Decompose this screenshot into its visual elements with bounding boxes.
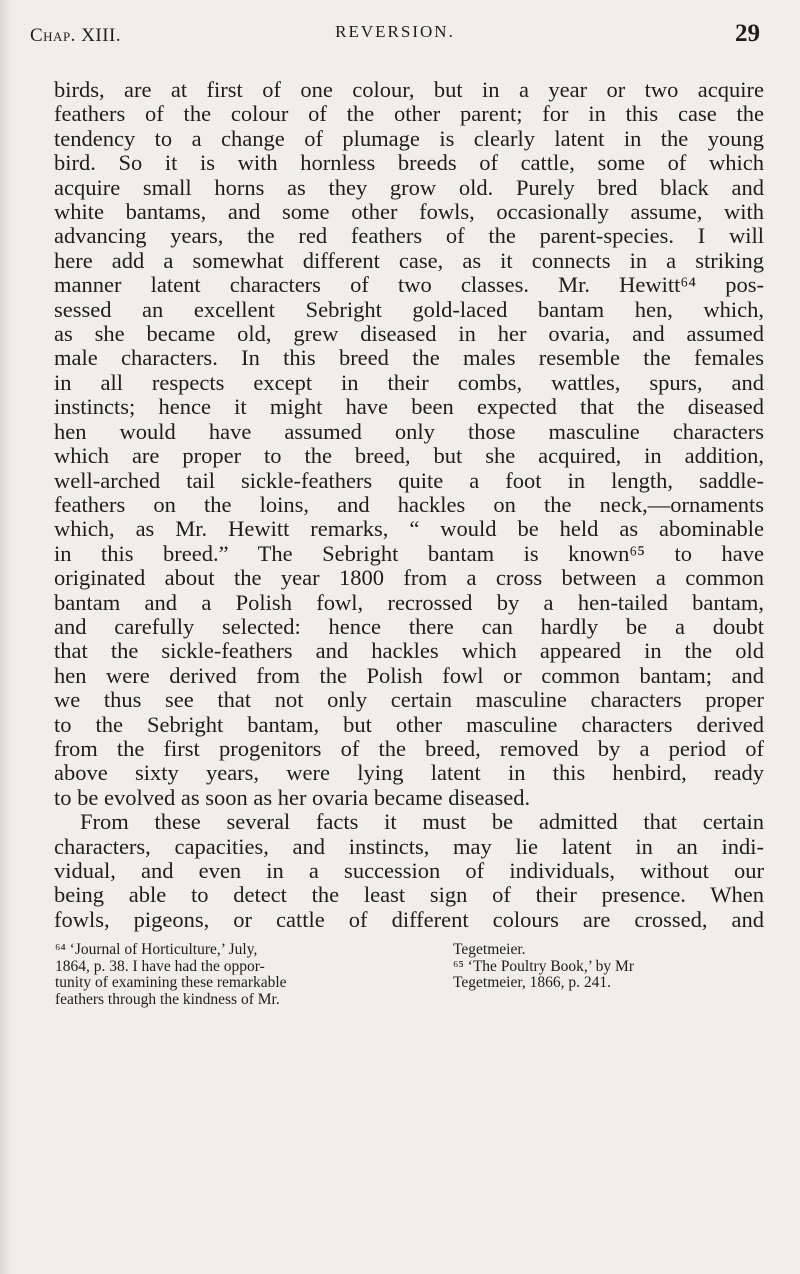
text-line: which, as Mr. Hewitt remarks, “ would be held as abominable <box>54 516 764 542</box>
text-line: fowls, pigeons, or cattle of different colours are crossed, and <box>54 906 764 932</box>
footnote-line: Tegetmeier, 1866, p. 241. <box>453 974 611 992</box>
text-line: in all respects except in their combs, wattles, spurs, and <box>54 369 764 395</box>
text-line: From these several facts it must be admitted that certain <box>80 809 764 835</box>
text-line: white bantams, and some other fowls, occasionally assume, with <box>54 199 764 225</box>
text-line: birds, are at first of one colour, but in a year or two acquire <box>54 77 764 102</box>
footnote-line: feathers through the kindness of Mr. <box>55 990 280 1008</box>
text-line: we thus see that not only certain masculine characters proper <box>54 687 764 713</box>
text-line: originated about the year 1800 from a cross between a common <box>54 565 764 591</box>
footnote-line: ⁶⁴ ‘Journal of Horticulture,’ July, <box>55 941 258 958</box>
footnote-line: tunity of examining these remarkable <box>55 974 287 992</box>
footnote-line: ⁶⁵ ‘The Poultry Book,’ by Mr <box>453 957 635 975</box>
text-line: male characters. In this breed the males resemble the females <box>54 345 764 371</box>
footnote-line: Tegetmeier. <box>453 941 526 958</box>
text-line: advancing years, the red feathers of the parent-species. I will <box>54 223 764 249</box>
text-line: to the Sebright bantam, but other masculine characters derived <box>54 711 764 737</box>
text-line: well-arched tail sickle-feathers quite a foot in length, saddle- <box>54 467 764 493</box>
text-line: vidual, and even in a succession of individuals, without our <box>54 858 764 883</box>
text-line: feathers on the loins, and hackles on the neck,—ornaments <box>54 491 764 517</box>
text-line: feathers of the colour of the other parent; for in this case the <box>54 101 764 127</box>
text-line: instincts; hence it might have been expected that the diseased <box>54 394 764 420</box>
chapter-label: Chap. XIII. <box>30 25 122 46</box>
text-line: from the first progenitors of the breed, removed by a period of <box>54 735 764 761</box>
running-title: REVERSION. <box>335 22 455 41</box>
text-line: as she became old, grew diseased in her ovaria, and assumed <box>54 321 764 347</box>
footnote-column-left <box>55 942 295 1008</box>
text-line: being able to detect the least sign of their presence. When <box>54 882 764 908</box>
text-line: that the sickle-feathers and hackles which appeared in the old <box>54 638 764 664</box>
text-line: in this breed.” The Sebright bantam is known⁶⁵ to have <box>54 540 764 566</box>
footnote-column-right <box>453 942 765 1008</box>
text-line: bantam and a Polish fowl, recrossed by a hen-tailed bantam, <box>54 589 764 615</box>
text-line: sessed an excellent Sebright gold-laced bantam hen, which, <box>54 296 764 322</box>
text-line: to be evolved as soon as her ovaria became diseased. <box>54 784 531 810</box>
page-gutter-shadow <box>0 0 12 1274</box>
text-line: characters, capacities, and instincts, may lie latent in an indi- <box>54 833 764 859</box>
footnotes <box>55 942 765 1008</box>
text-line: manner latent characters of two classes. Mr. Hewitt⁶⁴ pos- <box>54 272 764 298</box>
text-line: which are proper to the breed, but she acquired, in addition, <box>54 443 764 469</box>
text-line: bird. So it is with hornless breeds of cattle, some of which <box>54 150 764 176</box>
page-number: 29 <box>735 20 760 47</box>
text-line: above sixty years, were lying latent in this henbird, ready <box>54 760 764 786</box>
text-line: hen were derived from the Polish fowl or common bantam; and <box>54 662 764 688</box>
footnote-line: 1864, p. 38. I have had the oppor- <box>55 957 265 975</box>
text-line: and carefully selected: hence there can hardly be a doubt <box>54 613 764 639</box>
text-line: here add a somewhat different case, as it connects in a striking <box>54 247 764 273</box>
body-text <box>54 78 764 932</box>
running-header <box>30 20 760 50</box>
text-line: acquire small horns as they grow old. Purely bred black and <box>54 174 764 200</box>
text-line: hen would have assumed only those masculine characters <box>54 418 764 444</box>
text-line: tendency to a change of plumage is clearly latent in the young <box>54 125 764 151</box>
